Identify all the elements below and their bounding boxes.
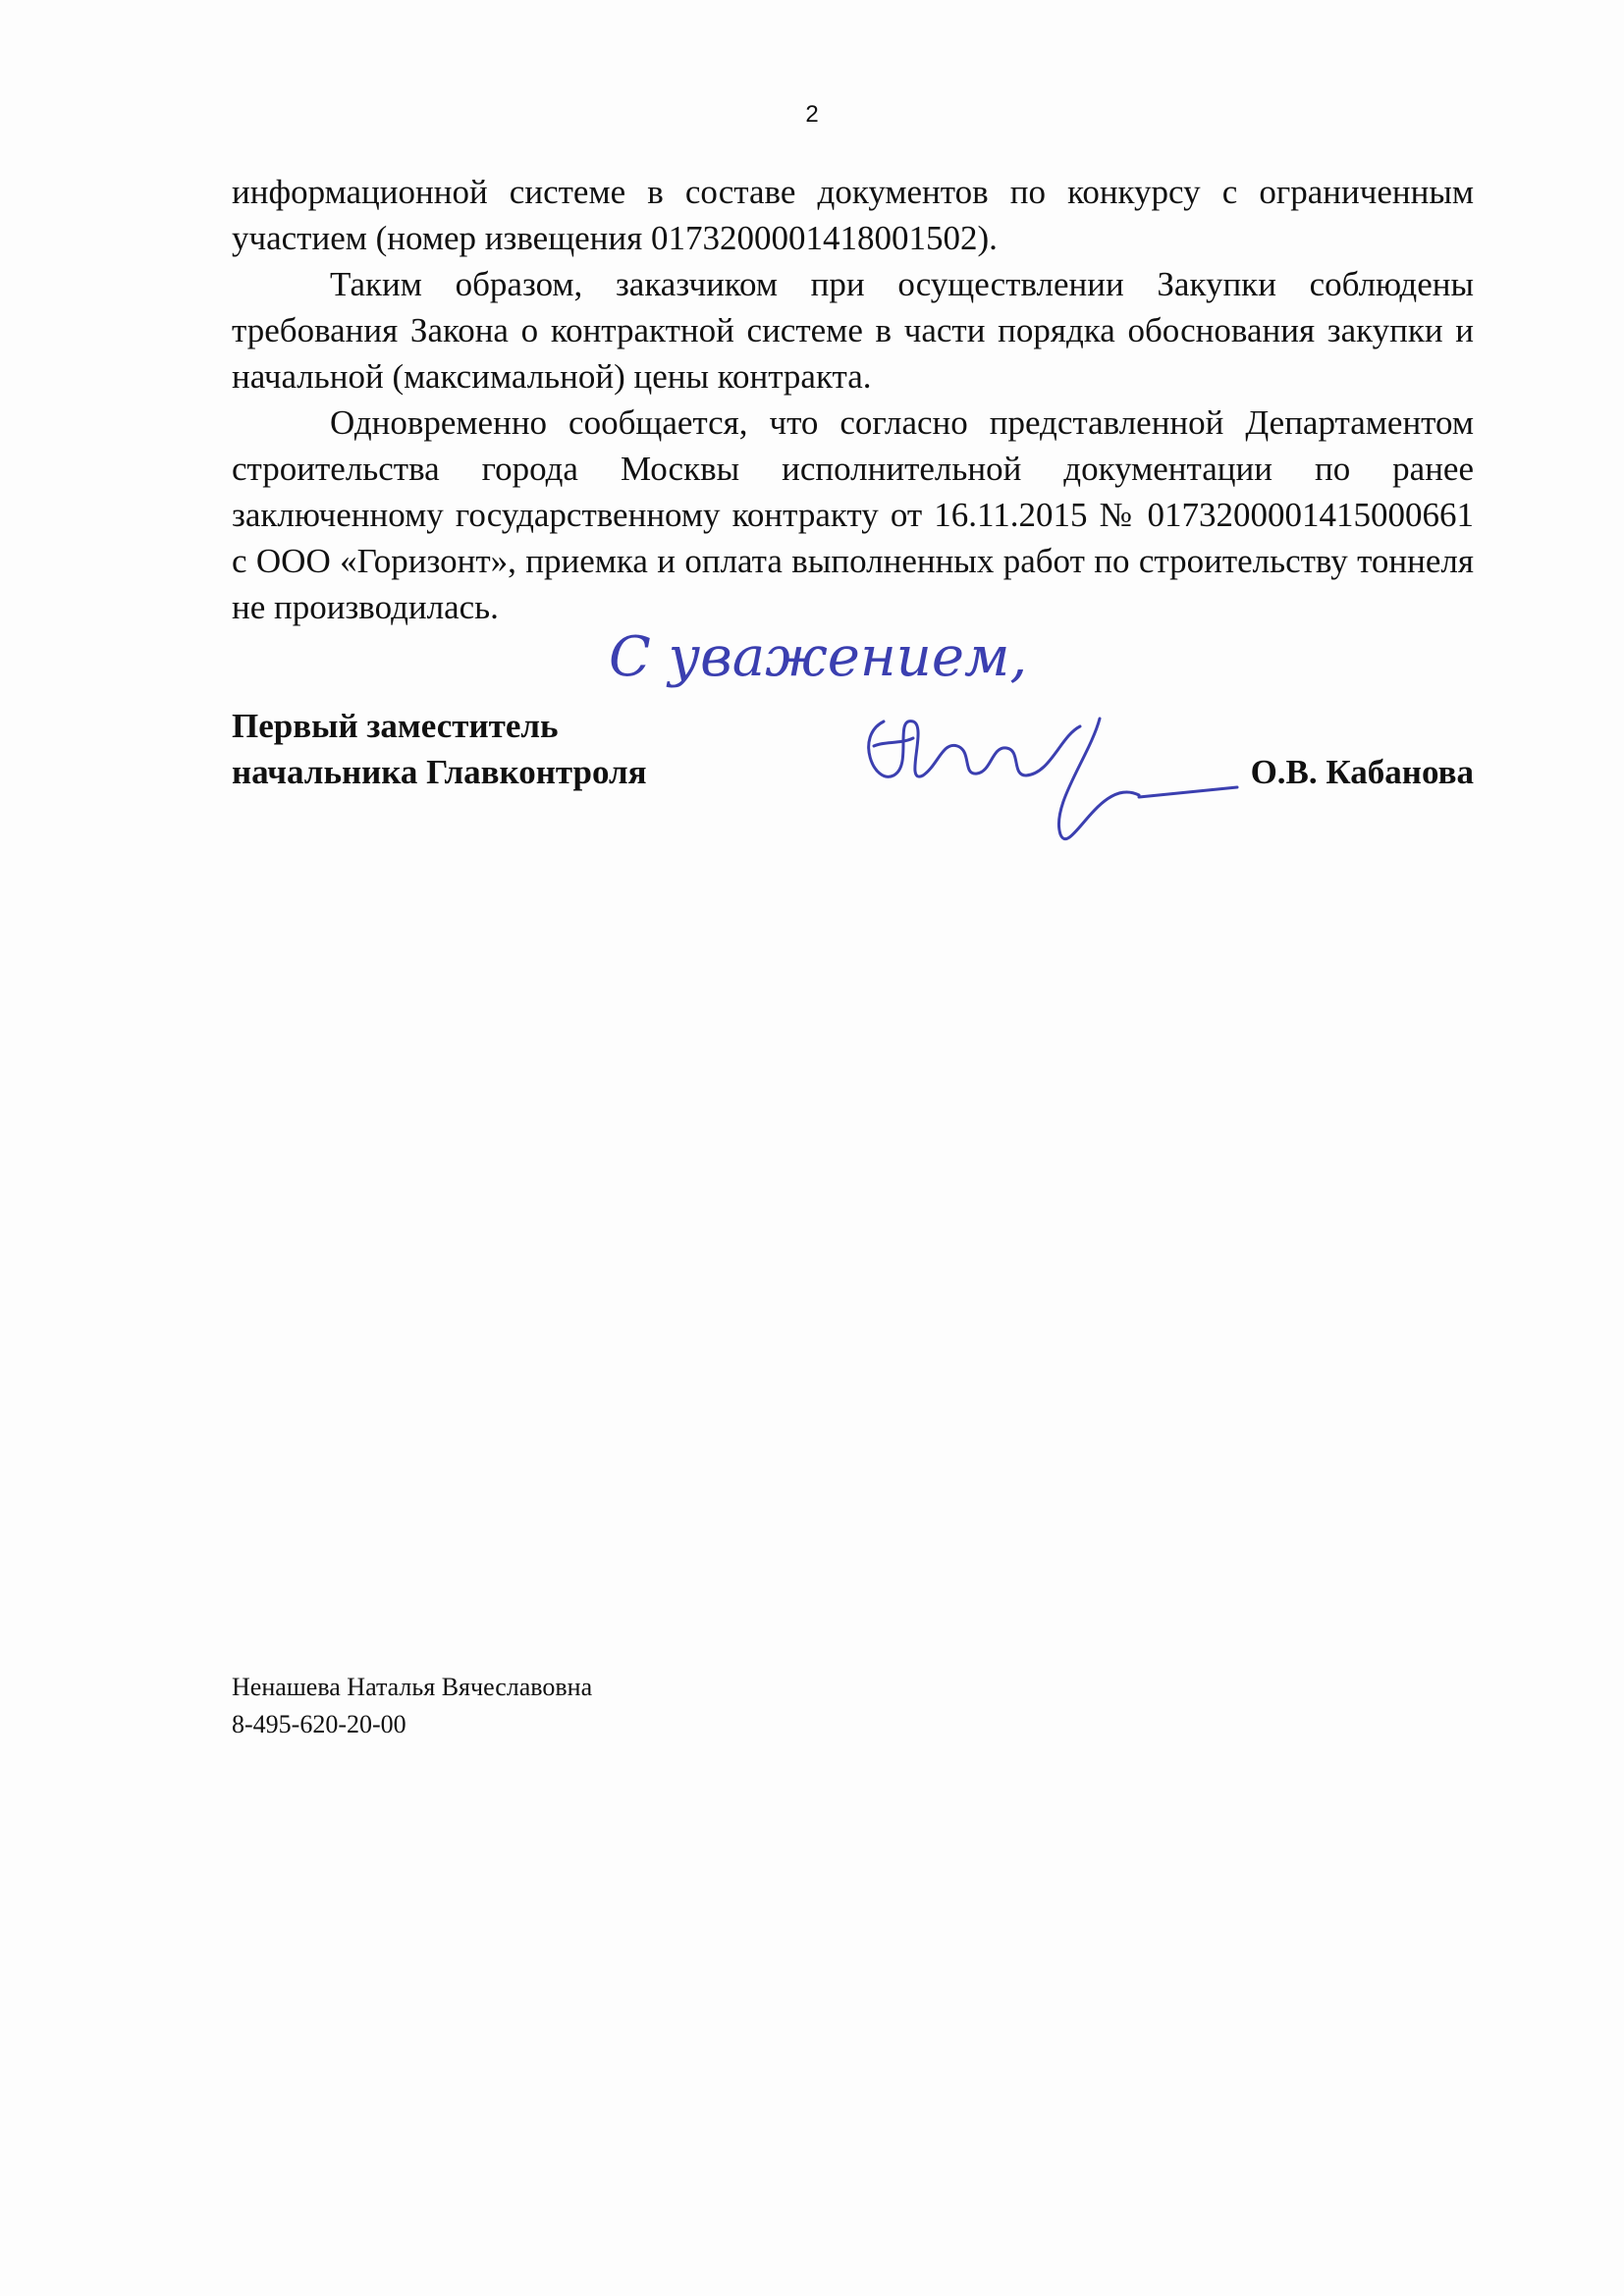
paragraph-conclusion: Таким образом, заказчиком при осуществлении Закупки соблюдены требования Закона о контрактной системе в части порядка обоснования закупки и начальной (максимальной) цены контракта. bbox=[232, 265, 1474, 396]
handwritten-signature bbox=[589, 628, 1257, 883]
signatory-name: О.В. Кабанова bbox=[1250, 753, 1474, 791]
signatory-title bbox=[232, 703, 647, 795]
signatory-title-line-2: начальника Главконтроля bbox=[232, 753, 647, 791]
signatory-title-line-1: Первый заместитель bbox=[232, 707, 559, 745]
letter-body bbox=[232, 169, 1474, 630]
executor-info bbox=[232, 1669, 592, 1743]
paragraph-notice: Одновременно сообщается, что согласно представленной Департаментом строительства города Москвы исполнительной документации по ранее заключенному государственному контракту от 16.11.2015 № 0173200001415000661 с ООО «Горизонт», приемка и оплата выполненных работ по строительству тоннеля не производилась. bbox=[232, 403, 1474, 626]
executor-phone: 8-495-620-20-00 bbox=[232, 1710, 406, 1738]
handwritten-greeting: С уважением, bbox=[609, 628, 1028, 689]
paragraph-continuation: информационной системе в составе документов по конкурсу с ограниченным участием (номер извещения 0173200001418001502). bbox=[232, 173, 1474, 257]
signature-strokes bbox=[869, 719, 1237, 839]
page-number: 2 bbox=[805, 101, 819, 128]
executor-name: Ненашева Наталья Вячеславовна bbox=[232, 1673, 593, 1701]
